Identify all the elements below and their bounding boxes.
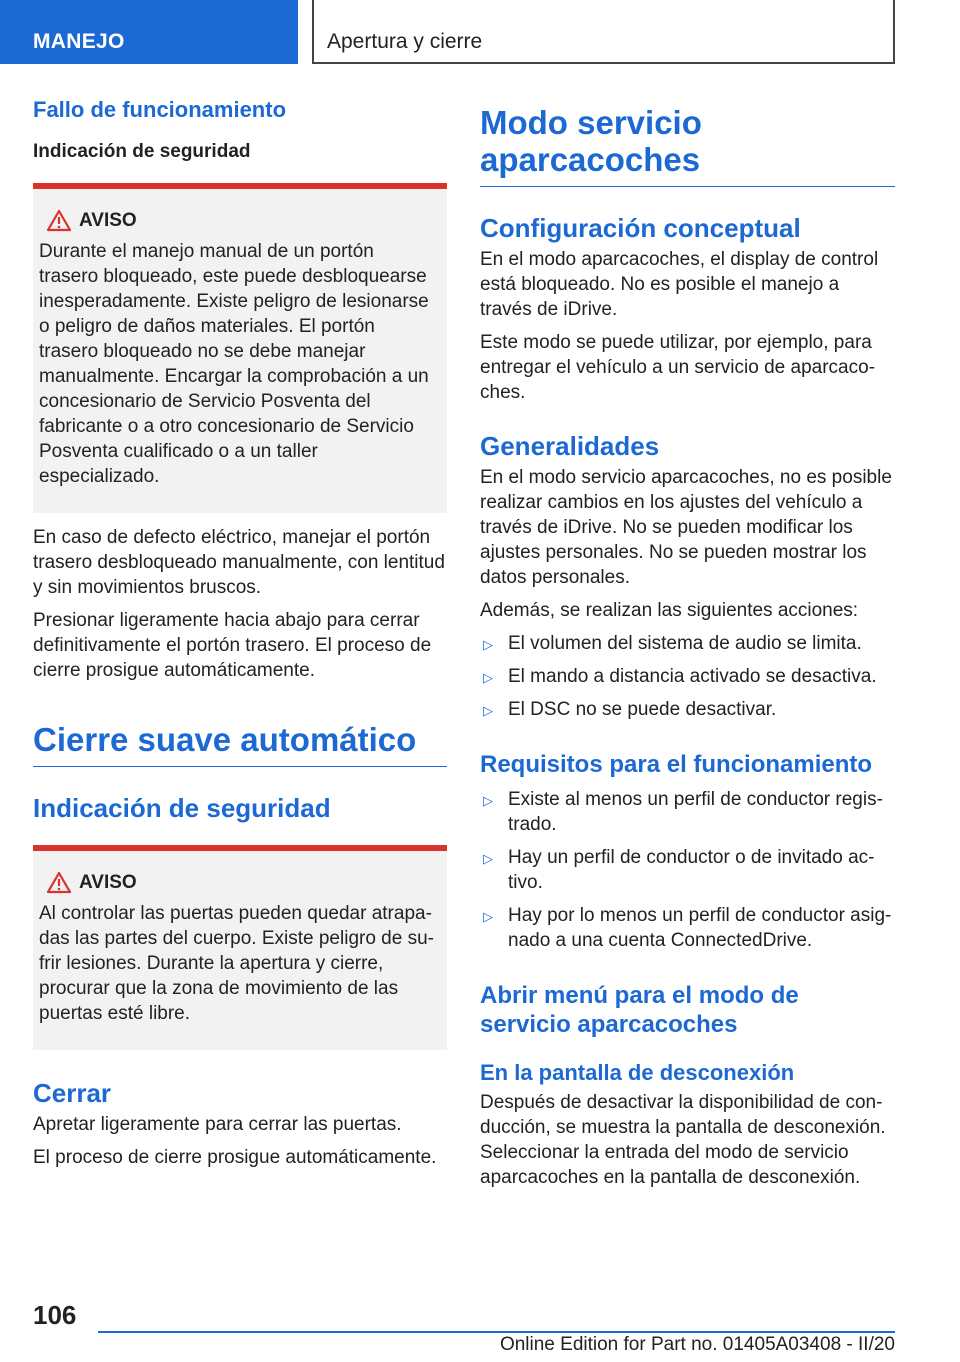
heading-pantalla-desconexion: En la pantalla de desconexión: [480, 1060, 795, 1085]
triangle-bullet-icon: ▷: [483, 670, 493, 685]
header-title-box: [312, 0, 895, 64]
triangle-bullet-icon: ▷: [483, 703, 493, 718]
footer-edition: Online Edition for Part no. 01405A03408 - II/20: [499, 1334, 895, 1355]
acciones-list: [480, 631, 895, 722]
header-section-tab: [0, 0, 298, 64]
paragraph-config-1: En el modo aparcacoches, el display de control está bloqueado. No es posible el manejo a través de iDrive.: [480, 249, 879, 320]
paragraph-apretar: Apretar ligeramente para cerrar las puertas.: [33, 1114, 402, 1135]
warning-triangle-icon: [39, 871, 79, 895]
paragraph-proceso-cierre: El proceso de cierre prosigue automáticamente.: [33, 1147, 437, 1168]
heading-cierre-suave: Cierre suave automático: [33, 721, 447, 767]
paragraph-config-2: Este modo se puede utilizar, por ejemplo, para entregar el vehículo a un servicio de aparcacoches.: [480, 332, 876, 403]
list-item: ▷ Hay un perfil de conductor o de invitado activo.: [483, 847, 875, 893]
paragraph-defecto: En caso de defecto eléctrico, manejar el portón trasero desbloqueado manualmente, con lentitud y sin movimientos bruscos.: [33, 527, 445, 598]
heading-configuracion: Configuración conceptual: [480, 213, 801, 243]
header-section-label: MANEJO: [33, 30, 125, 53]
warning-header-1: [39, 209, 435, 233]
paragraph-pantalla: Después de desactivar la disponibilidad de conducción, se muestra la pantalla de desconexión. Seleccionar la entrada del modo de servicio aparcacoches en la pantalla de desconexión.: [480, 1092, 886, 1188]
triangle-bullet-icon: ▷: [483, 851, 493, 866]
warning-text-2: Al controlar las puertas pueden quedar atrapadas las partes del cuerpo. Existe peligro de sufrir lesiones. Durante la apertura y cierre, procurar que la zona de movimiento de las puertas esté libre.: [39, 903, 434, 1024]
heading-modo-servicio: Modo servicio aparcacoches: [480, 104, 895, 187]
requisitos-list: [480, 787, 895, 953]
triangle-bullet-icon: ▷: [483, 637, 493, 652]
heading-indicacion-seguridad-2: Indicación de seguridad: [33, 793, 331, 823]
footer-divider: [98, 1331, 895, 1333]
heading-abrir-menu: Abrir menú para el modo de servicio aparcacoches: [480, 982, 799, 1038]
heading-generalidades: Generalidades: [480, 431, 660, 461]
paragraph-general-1: En el modo servicio aparcacoches, no es posible realizar cambios en los ajustes del vehículo a través de iDrive. No se pueden modificar los ajustes personales. No se pueden mostrar los datos personales.: [480, 467, 892, 588]
right-column: [480, 104, 895, 1190]
triangle-bullet-icon: ▷: [483, 909, 493, 924]
warning-text-1: Durante el manejo manual de un portón trasero bloqueado, este puede desbloquearse inesperadamente. Existe peligro de lesionarse o peligro de daños materiales. El portón trasero bloqueado no se debe manejar manualmente. Encargar la comprobación a un concesionario de Servicio Posventa del fabricante o a otro concesionario de Servicio Posventa cualificado o a un taller especializado.: [39, 241, 429, 487]
list-item: ▷ El mando a distancia activado se desactiva.: [480, 664, 895, 689]
warning-box-2: [33, 845, 447, 1050]
left-column: [33, 96, 447, 1170]
warning-header-2: [39, 871, 435, 895]
paragraph-presionar: Presionar ligeramente hacia abajo para cerrar definitivamente el portón trasero. El proceso de cierre prosigue automáticamente.: [33, 610, 432, 681]
list-item: ▷ El DSC no se puede desactivar.: [480, 697, 895, 722]
page-number: 106: [33, 1300, 77, 1330]
list-item: ▷ El volumen del sistema de audio se limita.: [480, 631, 895, 656]
paragraph-general-2: Además, se realizan las siguientes acciones:: [480, 600, 859, 621]
warning-title-2: AVISO: [79, 872, 137, 893]
list-item: ▷ Existe al menos un perfil de conductor registrado.: [483, 789, 883, 835]
header-title: Apertura y cierre: [327, 30, 483, 53]
page-header: [0, 0, 960, 66]
triangle-bullet-icon: ▷: [483, 793, 493, 808]
warning-title-1: AVISO: [79, 210, 137, 231]
heading-cerrar: Cerrar: [33, 1078, 112, 1108]
heading-indicacion-seguridad-1: Indicación de seguridad: [33, 141, 251, 162]
heading-requisitos: Requisitos para el funcionamiento: [480, 751, 873, 778]
list-item: ▷ Hay por lo menos un perfil de conductor asignado a una cuenta ConnectedDrive.: [483, 905, 892, 951]
warning-box-1: [33, 183, 447, 513]
heading-fallo: Fallo de funcionamiento: [33, 97, 287, 122]
warning-triangle-icon: [39, 209, 79, 233]
